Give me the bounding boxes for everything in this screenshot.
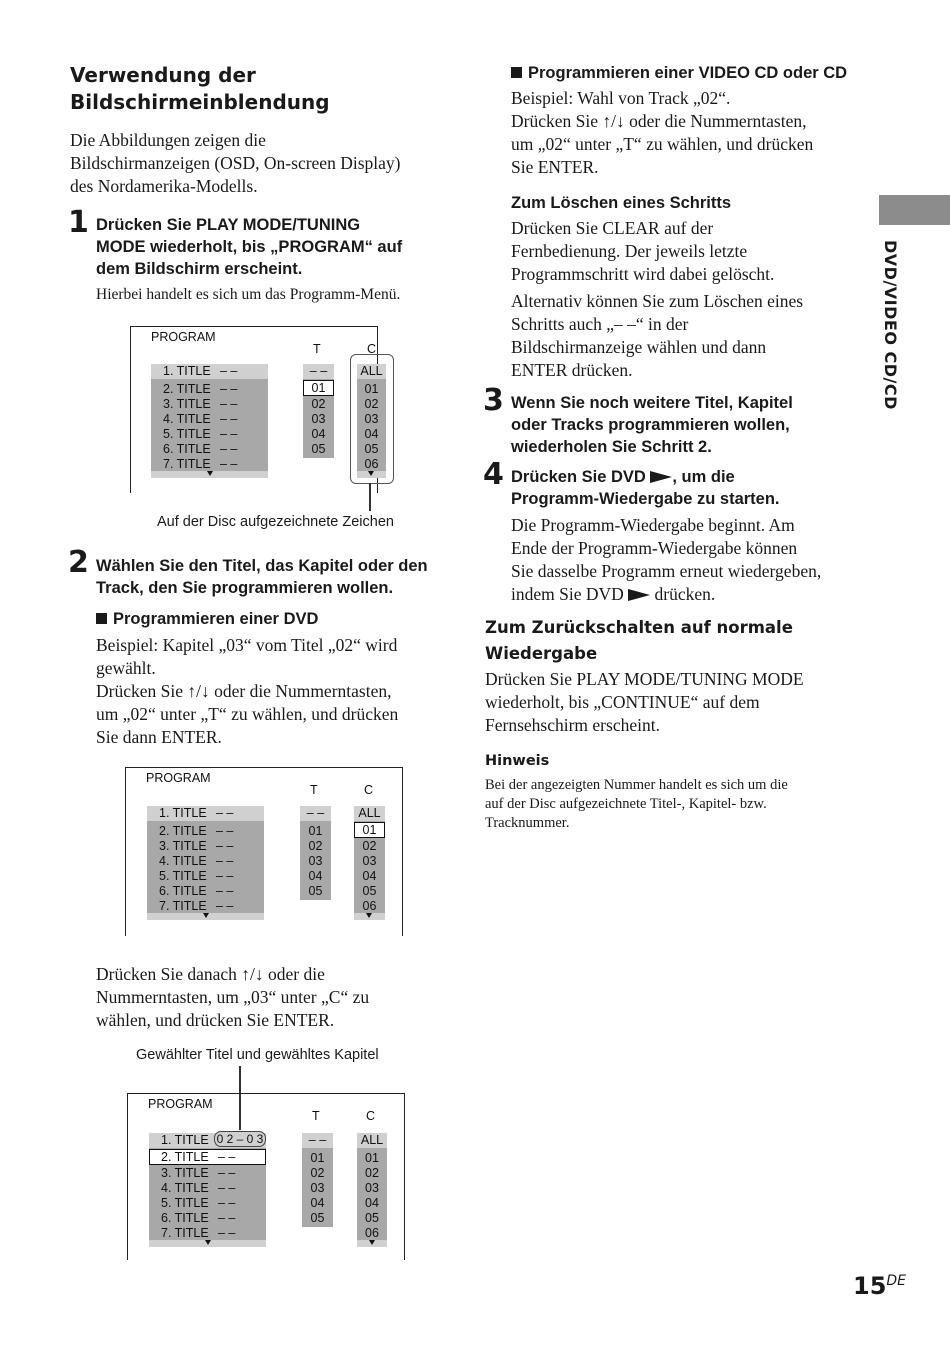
osd-dash: – – xyxy=(220,427,238,441)
section-heading xyxy=(70,62,330,116)
osd-title: 4. TITLE xyxy=(163,412,211,426)
vcd-subheading xyxy=(511,62,847,84)
osd-col-t: T xyxy=(313,342,321,356)
osd-dash: – – xyxy=(303,364,334,379)
after-osd2-paragraph xyxy=(96,963,369,1032)
osd-c-column xyxy=(357,1133,387,1247)
osd-title: 2. TITLE xyxy=(159,824,207,838)
delete-subheading: Zum Löschen eines Schritts xyxy=(511,194,732,212)
osd-all: ALL xyxy=(354,806,385,821)
page-number-value: 15 xyxy=(853,1272,887,1300)
osd-c-value: 03 xyxy=(364,412,379,426)
osd-title: 1. TITLE xyxy=(163,364,211,378)
program-entry: 0 2 – 0 3 xyxy=(214,1131,266,1147)
osd-title: 5. TITLE xyxy=(161,1196,209,1210)
text-line: Schritts auch „– –“ in der xyxy=(511,314,689,334)
osd-t-value: 01 xyxy=(311,381,326,395)
text-line: dem Bildschirm erscheint. xyxy=(96,260,303,278)
osd-c-value: 04 xyxy=(364,427,379,441)
text-line: Programm-Wiedergabe zu starten. xyxy=(511,490,780,508)
step-number: 1 xyxy=(68,205,89,240)
text-line: des Nordamerika-Modells. xyxy=(70,176,258,196)
step-number: 2 xyxy=(68,545,89,580)
bullet-square-icon xyxy=(96,613,107,624)
scroll-down-icon xyxy=(203,913,209,918)
osd-screen-2 xyxy=(125,767,403,936)
intro-paragraph xyxy=(70,129,400,198)
hint-heading: Hinweis xyxy=(485,753,550,769)
osd-t-value: 03 xyxy=(310,1181,325,1195)
text-line: Nummerntasten, um „03“ unter „C“ zu xyxy=(96,987,370,1007)
text-line: Drücken Sie ↑/↓ oder die Nummerntasten, xyxy=(96,681,392,701)
text-line: Drücken Sie PLAY MODE/TUNING xyxy=(96,216,361,234)
osd-title: 6. TITLE xyxy=(163,442,211,456)
osd-title: 5. TITLE xyxy=(163,427,211,441)
osd-t-value: 01 xyxy=(310,1151,325,1165)
osd-title: 7. TITLE xyxy=(159,899,207,913)
text-segment: Drücken Sie DVD xyxy=(511,468,646,486)
osd-c-value: 05 xyxy=(364,442,379,456)
osd-program-label: PROGRAM xyxy=(146,771,211,785)
text-line: Bei der angezeigten Nummer handelt es sich um die xyxy=(485,777,788,793)
scroll-down-icon xyxy=(366,913,372,918)
text-line: gewählt. xyxy=(96,658,156,678)
text-line: Sie dann ENTER. xyxy=(96,727,222,747)
osd-title: 1. TITLE xyxy=(159,806,207,820)
text-line: Beispiel: Kapitel „03“ vom Titel „02“ wird xyxy=(96,635,398,655)
osd-t-value: 05 xyxy=(310,1211,325,1225)
osd-dash: – – xyxy=(300,806,331,821)
osd-c-value: 04 xyxy=(365,1196,379,1210)
osd-dash: – – xyxy=(216,884,234,898)
step4-paragraph xyxy=(511,514,821,606)
osd-col-t: T xyxy=(312,1109,320,1123)
osd-col-c: C xyxy=(367,342,377,356)
text-line: Wenn Sie noch weitere Titel, Kapitel xyxy=(511,394,793,412)
osd-c-value: 02 xyxy=(364,397,379,411)
text-line: Ende der Programm-Wiedergabe können xyxy=(511,538,798,558)
play-icon xyxy=(650,471,672,483)
osd-col-t: T xyxy=(310,783,318,797)
osd-c-value: 05 xyxy=(362,884,377,898)
text-line: oder Tracks programmieren wollen, xyxy=(511,416,790,434)
osd-dash: – – xyxy=(220,364,238,378)
osd-col-c: C xyxy=(364,783,374,797)
scroll-down-icon xyxy=(207,471,213,476)
delete-paragraph-2 xyxy=(511,290,803,382)
step1-text xyxy=(96,214,402,280)
osd-t-value: 04 xyxy=(308,869,323,883)
text-line: Die Programm-Wiedergabe beginnt. Am xyxy=(511,515,795,535)
text-line: Alternativ können Sie zum Löschen eines xyxy=(511,291,804,311)
page-number xyxy=(853,1272,906,1300)
scroll-down-icon xyxy=(205,1240,211,1245)
text-line: Drücken Sie ↑/↓ oder die Nummerntasten, xyxy=(511,111,807,131)
text-line: auf der Disc aufgezeichnete Titel-, Kapitel- bzw. xyxy=(485,796,767,812)
osd-t-value: 02 xyxy=(310,1166,325,1180)
osd-dash: – – xyxy=(302,1133,333,1148)
osd1-caption: Auf der Disc aufgezeichnete Zeichen xyxy=(157,514,394,530)
normal-paragraph xyxy=(485,668,804,737)
osd-dash: – – xyxy=(220,397,238,411)
osd-title: 3. TITLE xyxy=(161,1166,209,1180)
osd-t-column xyxy=(300,806,331,900)
osd-dash: – – xyxy=(216,869,234,883)
osd-dash: – – xyxy=(220,442,238,456)
osd-title: 4. TITLE xyxy=(161,1181,209,1195)
highlight-frame xyxy=(350,354,394,484)
osd-t-value: 02 xyxy=(311,397,326,411)
osd-title: 1. TITLE xyxy=(161,1133,209,1147)
osd-screen-3 xyxy=(127,1093,405,1260)
osd-title: 2. TITLE xyxy=(161,1150,209,1164)
text-line: Bildschirmanzeigen (OSD, On-screen Display) xyxy=(70,153,401,173)
dvd-subheading xyxy=(96,608,318,630)
text-line: Tracknummer. xyxy=(485,815,570,831)
text-line: wiederholt, bis „CONTINUE“ auf dem xyxy=(485,692,760,712)
section-tab-marker xyxy=(879,195,950,225)
osd-dash: – – xyxy=(216,839,234,853)
osd-title: 7. TITLE xyxy=(163,457,211,471)
text-line: Wählen Sie den Titel, das Kapitel oder den xyxy=(96,557,428,575)
osd-t-value: 01 xyxy=(308,824,323,838)
normal-heading xyxy=(485,615,793,667)
text-line: Programmschritt wird dabei gelöscht. xyxy=(511,264,775,284)
heading-line: Wiedergabe xyxy=(485,644,598,663)
osd-t-column xyxy=(302,1133,333,1227)
osd-title-list xyxy=(149,1133,266,1247)
osd-t-value: 05 xyxy=(311,442,326,456)
text-line: Drücken Sie PLAY MODE/TUNING MODE xyxy=(485,669,804,689)
osd-c-column xyxy=(354,806,385,920)
step2-text xyxy=(96,555,428,599)
osd-title: 6. TITLE xyxy=(159,884,207,898)
text-line: Drücken Sie danach ↑/↓ oder die xyxy=(96,964,325,984)
osd3-caption: Gewählter Titel und gewähltes Kapitel xyxy=(136,1047,379,1063)
text-line: Fernsehschirm erscheint. xyxy=(485,715,660,735)
osd-c-value: 01 xyxy=(364,382,379,396)
osd-dash: – – xyxy=(216,899,234,913)
dvd-paragraph xyxy=(96,634,398,749)
osd-dash: – – xyxy=(220,412,238,426)
vcd-subheading-text: Programmieren einer VIDEO CD oder CD xyxy=(528,64,848,82)
osd-c-value: 04 xyxy=(362,869,377,883)
text-line: Sie ENTER. xyxy=(511,157,599,177)
osd-c-value: 05 xyxy=(365,1211,379,1225)
osd-dash: – – xyxy=(218,1181,236,1195)
osd-c-value: 02 xyxy=(365,1166,379,1180)
play-icon xyxy=(628,589,650,601)
osd-dash: – – xyxy=(220,457,238,471)
osd-dash: – – xyxy=(216,824,234,838)
step-number: 4 xyxy=(483,457,504,492)
osd-dash: – – xyxy=(218,1196,236,1210)
osd-title: 6. TITLE xyxy=(161,1211,209,1225)
osd-c-value: 01 xyxy=(365,1151,379,1165)
osd-dash: – – xyxy=(218,1226,236,1240)
vcd-paragraph xyxy=(511,87,813,179)
callout-line xyxy=(369,483,371,511)
text-segment: , um die xyxy=(672,468,735,486)
heading-line: Bildschirmeinblendung xyxy=(70,90,330,114)
text-line: um „02“ unter „T“ zu wählen, und drücken xyxy=(96,704,399,724)
osd-title: 2. TITLE xyxy=(163,382,211,396)
text-line: MODE wiederholt, bis „PROGRAM“ auf xyxy=(96,238,403,256)
osd-c-value: 06 xyxy=(365,1226,379,1240)
osd-t-value: 04 xyxy=(310,1196,325,1210)
osd-c-value: 02 xyxy=(362,839,377,853)
osd-dash: – – xyxy=(216,806,234,820)
osd-title: 7. TITLE xyxy=(161,1226,209,1240)
bullet-square-icon xyxy=(511,67,522,78)
text-line: Track, den Sie programmieren wollen. xyxy=(96,579,394,597)
osd-t-value: 03 xyxy=(311,412,326,426)
osd-dash: – – xyxy=(218,1166,236,1180)
osd-dash: – – xyxy=(220,382,238,396)
text-line: wählen, und drücken Sie ENTER. xyxy=(96,1010,335,1030)
dvd-subheading-text: Programmieren einer DVD xyxy=(113,610,319,628)
text-line: wiederholen Sie Schritt 2. xyxy=(511,438,712,456)
osd-t-value: 05 xyxy=(308,884,323,898)
osd-title: 3. TITLE xyxy=(163,397,211,411)
delete-paragraph-1 xyxy=(511,217,774,286)
text-line: ENTER drücken. xyxy=(511,360,633,380)
osd-t-value: 04 xyxy=(311,427,326,441)
osd-all: ALL xyxy=(357,1133,387,1148)
text-line: um „02“ unter „T“ zu wählen, und drücken xyxy=(511,134,814,154)
osd-t-value: 02 xyxy=(308,839,323,853)
text-segment: indem Sie DVD xyxy=(511,584,624,604)
osd-title: 4. TITLE xyxy=(159,854,207,868)
osd-title: 5. TITLE xyxy=(159,869,207,883)
text-segment: drücken. xyxy=(654,584,716,604)
osd-c-value: 06 xyxy=(364,457,379,471)
step4-text xyxy=(511,466,780,510)
hint-paragraph xyxy=(485,776,788,833)
heading-line: Zum Zurückschalten auf normale xyxy=(485,618,793,637)
osd-c-value: 03 xyxy=(365,1181,379,1195)
scroll-down-icon xyxy=(369,1240,375,1245)
text-line: Bildschirmanzeige wählen und dann xyxy=(511,337,767,357)
osd-dash: – – xyxy=(218,1150,236,1164)
osd-program-label: PROGRAM xyxy=(151,330,216,344)
osd-c-value: 06 xyxy=(362,899,377,913)
osd-dash: – – xyxy=(218,1211,236,1225)
step1-note: Hierbei handelt es sich um das Programm-Menü. xyxy=(96,286,401,303)
section-side-label: DVD/VIDEO CD/CD xyxy=(881,240,900,410)
osd-col-c: C xyxy=(366,1109,376,1123)
osd-c-value: 01 xyxy=(362,823,377,837)
page-number-suffix: DE xyxy=(886,1273,907,1289)
text-line: Beispiel: Wahl von Track „02“. xyxy=(511,88,731,108)
osd-t-column xyxy=(303,364,334,458)
step-number: 3 xyxy=(483,383,504,418)
osd-title-list xyxy=(151,364,268,478)
osd-c-value: 03 xyxy=(362,854,377,868)
heading-line: Verwendung der xyxy=(70,63,256,87)
osd-program-label: PROGRAM xyxy=(148,1097,213,1111)
osd-title: 3. TITLE xyxy=(159,839,207,853)
osd-t-value: 03 xyxy=(308,854,323,868)
text-line: Fernbedienung. Der jeweils letzte xyxy=(511,241,748,261)
osd-all: ALL xyxy=(357,364,386,379)
osd-dash: – – xyxy=(216,854,234,868)
text-line: Die Abbildungen zeigen die xyxy=(70,130,266,150)
step3-text xyxy=(511,392,793,458)
text-line: Sie dasselbe Programm erneut wiedergeben, xyxy=(511,561,822,581)
text-line: Drücken Sie CLEAR auf der xyxy=(511,218,714,238)
osd-title-list xyxy=(147,806,264,920)
osd-screen-1 xyxy=(130,326,383,493)
